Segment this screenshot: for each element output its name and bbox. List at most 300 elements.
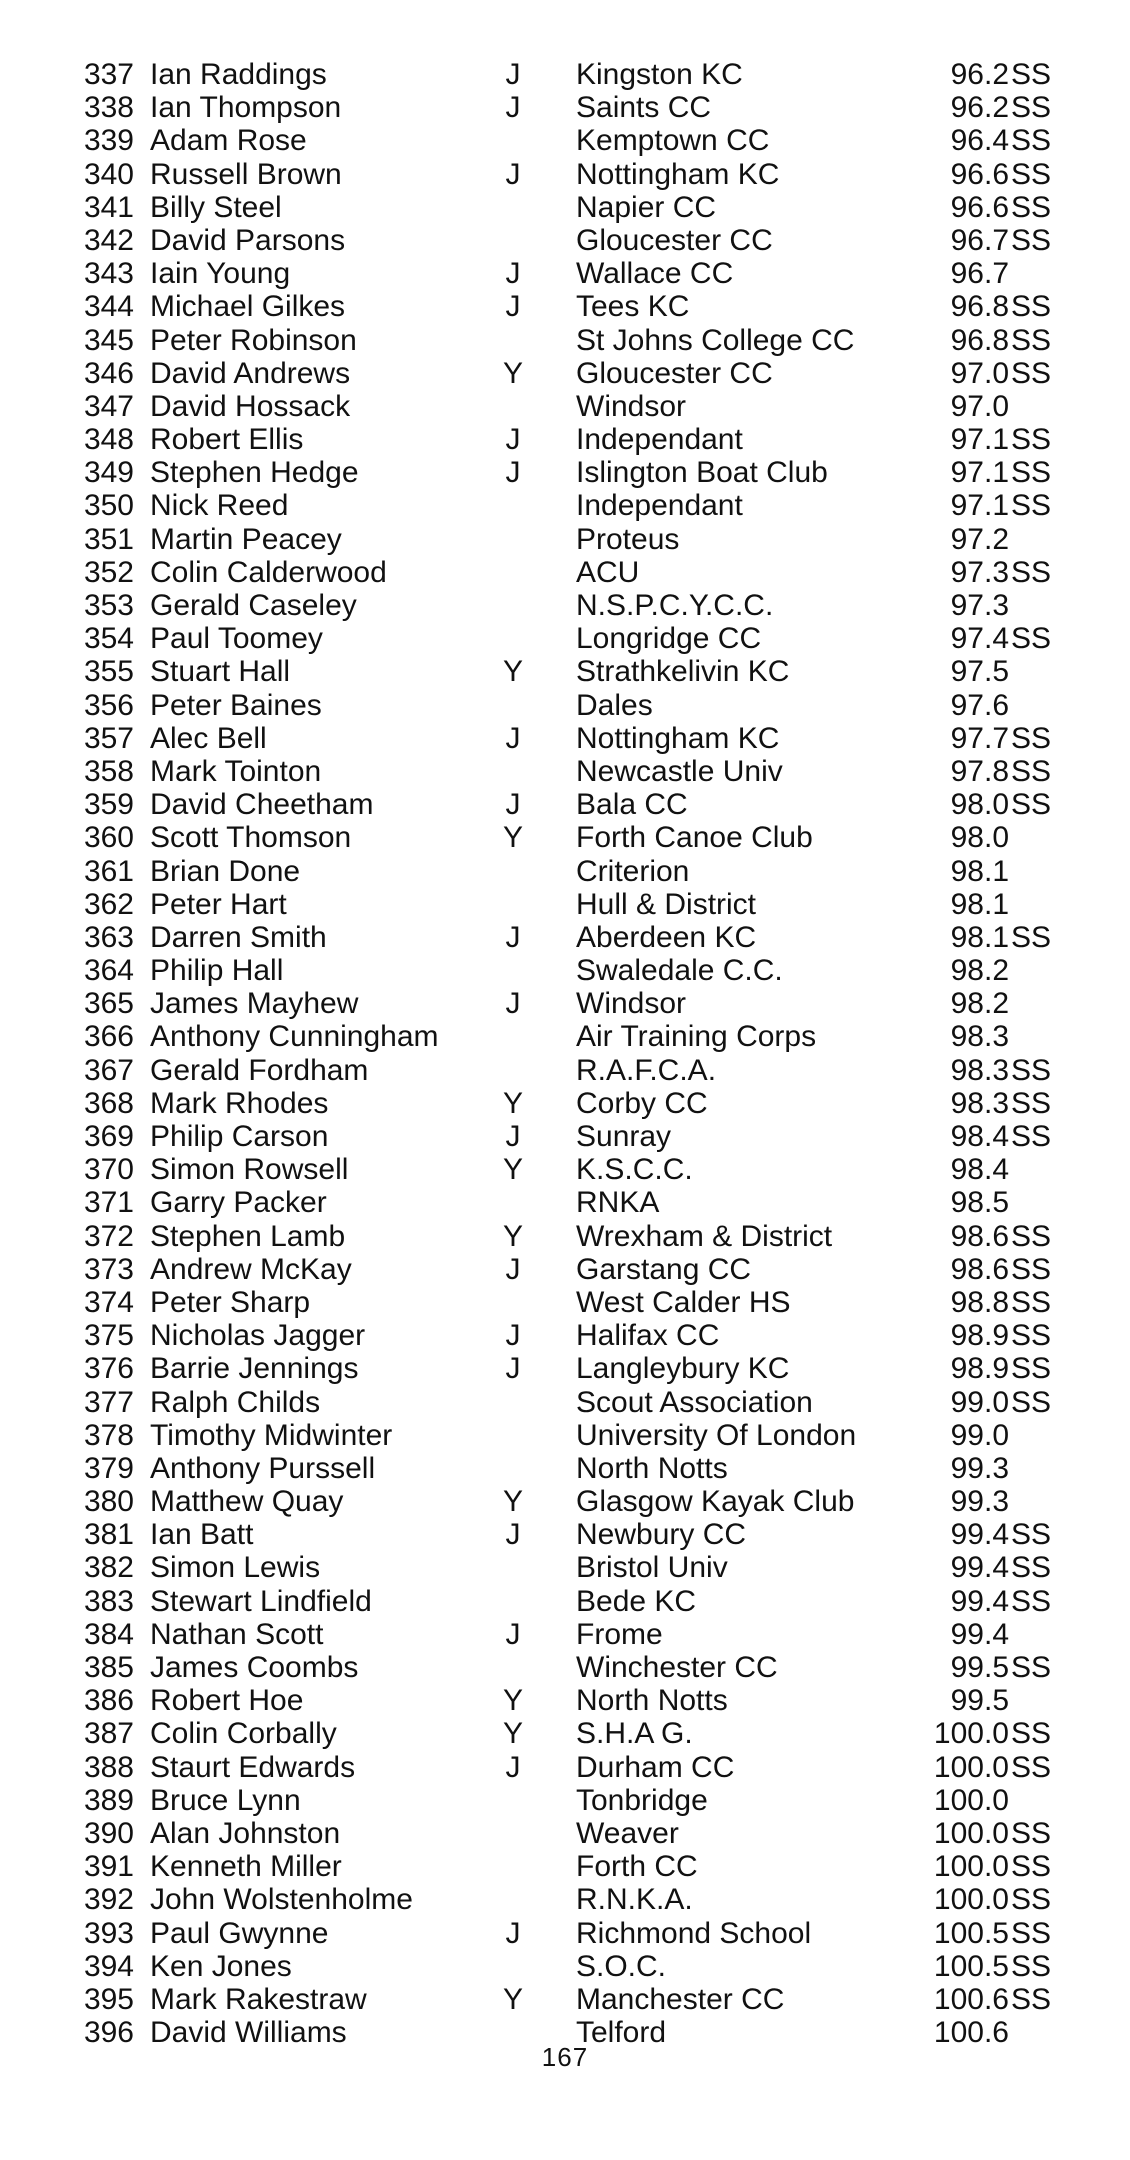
position-number: 342 — [83, 223, 134, 257]
result-time: 98.4 — [950, 1153, 1009, 1187]
result-row — [0, 788, 1130, 821]
result-row — [0, 1817, 1130, 1850]
competitor-name: Philip Hall — [150, 954, 284, 988]
club-name: Newcastle Univ — [576, 754, 783, 788]
position-number: 366 — [83, 1020, 134, 1054]
result-note: SS — [1011, 1219, 1052, 1253]
club-name: RNKA — [576, 1186, 660, 1220]
club-name: Wrexham & District — [576, 1219, 833, 1253]
competitor-name: David Hossack — [150, 389, 351, 423]
result-note: SS — [1011, 489, 1052, 523]
result-time: 98.3 — [950, 1086, 1009, 1120]
club-name: R.N.K.A. — [576, 1883, 693, 1917]
result-row — [0, 1983, 1130, 2016]
position-number: 389 — [83, 1783, 134, 1817]
position-number: 392 — [83, 1883, 134, 1917]
position-number: 351 — [83, 522, 134, 556]
result-row — [0, 1485, 1130, 1518]
position-number: 363 — [83, 920, 134, 954]
position-number: 393 — [83, 1916, 134, 1950]
position-number: 359 — [83, 788, 134, 822]
result-note: SS — [1011, 223, 1052, 257]
position-number: 343 — [83, 257, 134, 291]
result-time: 96.6 — [950, 190, 1009, 224]
club-name: Tonbridge — [576, 1783, 708, 1817]
position-number: 387 — [83, 1717, 134, 1751]
result-row — [0, 755, 1130, 788]
age-category: Y — [502, 1684, 523, 1718]
club-name: S.O.C. — [576, 1949, 667, 1983]
position-number: 339 — [83, 124, 134, 158]
result-row — [0, 1950, 1130, 1983]
result-row — [0, 556, 1130, 589]
club-name: Aberdeen KC — [576, 920, 757, 954]
competitor-name: Alan Johnston — [150, 1816, 341, 1850]
position-number: 357 — [83, 721, 134, 755]
result-time: 96.6 — [950, 157, 1009, 191]
competitor-name: David Andrews — [150, 356, 351, 390]
club-name: Air Training Corps — [576, 1020, 817, 1054]
position-number: 369 — [83, 1120, 134, 1153]
competitor-name: Stephen Hedge — [150, 456, 359, 490]
competitor-name: Colin Corbally — [150, 1717, 337, 1751]
result-time: 98.1 — [950, 920, 1009, 954]
competitor-name: Darren Smith — [150, 920, 327, 954]
club-name: Nottingham KC — [576, 721, 780, 755]
result-time: 96.8 — [950, 323, 1009, 357]
result-time: 98.2 — [950, 987, 1009, 1021]
club-name: Gloucester CC — [576, 356, 773, 390]
result-note: SS — [1011, 1584, 1052, 1618]
result-note: SS — [1011, 1717, 1052, 1751]
result-note: SS — [1011, 1319, 1052, 1353]
position-number: 383 — [83, 1584, 134, 1618]
position-number: 394 — [83, 1949, 134, 1983]
result-time: 99.5 — [950, 1684, 1009, 1718]
club-name: Langleybury KC — [576, 1352, 790, 1386]
club-name: Windsor — [576, 987, 687, 1021]
result-row — [0, 257, 1130, 290]
result-note: SS — [1011, 1982, 1052, 2016]
result-row — [0, 1585, 1130, 1618]
result-note: SS — [1011, 356, 1052, 390]
result-row — [0, 1419, 1130, 1452]
result-row — [0, 1253, 1130, 1286]
result-row — [0, 1452, 1130, 1485]
result-time: 100.0 — [933, 1850, 1009, 1884]
competitor-name: Martin Peacey — [150, 522, 342, 556]
club-name: Windsor — [576, 389, 687, 423]
age-category: J — [505, 290, 521, 324]
result-time: 98.8 — [950, 1285, 1009, 1319]
position-number: 373 — [83, 1252, 134, 1286]
position-number: 374 — [83, 1285, 134, 1319]
club-name: Dales — [576, 688, 653, 722]
result-time: 100.6 — [933, 2016, 1009, 2050]
club-name: Kemptown CC — [576, 124, 770, 158]
age-category: J — [505, 91, 521, 125]
position-number: 395 — [83, 1982, 134, 2016]
result-time: 99.3 — [950, 1451, 1009, 1485]
result-time: 100.5 — [933, 1949, 1009, 1983]
competitor-name: Robert Ellis — [150, 423, 304, 457]
club-name: Sunray — [576, 1120, 672, 1153]
competitor-name: Mark Rakestraw — [150, 1982, 367, 2016]
result-row — [0, 91, 1130, 124]
age-category: J — [505, 1120, 521, 1153]
result-row — [0, 1087, 1130, 1120]
competitor-name: Michael Gilkes — [150, 290, 346, 324]
result-row — [0, 1618, 1130, 1651]
competitor-name: Staurt Edwards — [150, 1750, 356, 1784]
result-row — [0, 390, 1130, 423]
position-number: 361 — [83, 854, 134, 888]
competitor-name: Ian Raddings — [150, 58, 327, 91]
club-name: Hull & District — [576, 887, 757, 921]
result-note: SS — [1011, 157, 1052, 191]
result-note: SS — [1011, 1518, 1052, 1552]
result-row — [0, 489, 1130, 522]
result-row — [0, 1551, 1130, 1584]
age-category: J — [505, 423, 521, 457]
result-note: SS — [1011, 1086, 1052, 1120]
result-time: 97.4 — [950, 622, 1009, 656]
result-time: 99.4 — [950, 1518, 1009, 1552]
age-category: J — [505, 1319, 521, 1353]
result-note: SS — [1011, 1385, 1052, 1419]
result-time: 97.1 — [950, 423, 1009, 457]
competitor-name: Ian Batt — [150, 1518, 254, 1552]
result-time: 98.0 — [950, 788, 1009, 822]
competitor-name: Philip Carson — [150, 1120, 329, 1153]
competitor-name: Robert Hoe — [150, 1684, 304, 1718]
competitor-name: Timothy Midwinter — [150, 1418, 393, 1452]
result-note: SS — [1011, 788, 1052, 822]
competitor-name: Nicholas Jagger — [150, 1319, 366, 1353]
age-category: J — [505, 157, 521, 191]
club-name: Frome — [576, 1617, 663, 1651]
age-category: J — [505, 1916, 521, 1950]
competitor-name: Russell Brown — [150, 157, 342, 191]
result-time: 96.2 — [950, 91, 1009, 125]
result-row — [0, 1850, 1130, 1883]
position-number: 377 — [83, 1385, 134, 1419]
result-note: SS — [1011, 91, 1052, 125]
result-time: 100.6 — [933, 1982, 1009, 2016]
result-note: SS — [1011, 190, 1052, 224]
result-note: SS — [1011, 423, 1052, 457]
competitor-name: Peter Robinson — [150, 323, 357, 357]
competitor-name: Mark Tointon — [150, 754, 322, 788]
result-time: 98.2 — [950, 954, 1009, 988]
result-time: 98.6 — [950, 1219, 1009, 1253]
club-name: West Calder HS — [576, 1285, 791, 1319]
club-name: Newbury CC — [576, 1518, 747, 1552]
club-name: Corby CC — [576, 1086, 708, 1120]
position-number: 348 — [83, 423, 134, 457]
club-name: North Notts — [576, 1684, 728, 1718]
result-note: SS — [1011, 1750, 1052, 1784]
result-time: 96.8 — [950, 290, 1009, 324]
competitor-name: Matthew Quay — [150, 1485, 344, 1519]
result-time: 100.0 — [933, 1717, 1009, 1751]
position-number: 375 — [83, 1319, 134, 1353]
competitor-name: Mark Rhodes — [150, 1086, 329, 1120]
result-time: 97.5 — [950, 655, 1009, 689]
competitor-name: Colin Calderwood — [150, 555, 387, 589]
position-number: 364 — [83, 954, 134, 988]
result-row — [0, 987, 1130, 1020]
position-number: 384 — [83, 1617, 134, 1651]
competitor-name: Bruce Lynn — [150, 1783, 301, 1817]
result-row — [0, 523, 1130, 556]
competitor-name: Gerald Fordham — [150, 1053, 369, 1087]
result-time: 100.0 — [933, 1883, 1009, 1917]
position-number: 372 — [83, 1219, 134, 1253]
result-time: 98.6 — [950, 1252, 1009, 1286]
position-number: 337 — [83, 58, 134, 91]
result-time: 98.9 — [950, 1319, 1009, 1353]
position-number: 356 — [83, 688, 134, 722]
result-note: SS — [1011, 290, 1052, 324]
club-name: Halifax CC — [576, 1319, 720, 1353]
result-time: 97.1 — [950, 456, 1009, 490]
position-number: 345 — [83, 323, 134, 357]
result-note: SS — [1011, 124, 1052, 158]
club-name: Bala CC — [576, 788, 688, 822]
club-name: K.S.C.C. — [576, 1153, 693, 1187]
result-row — [0, 1020, 1130, 1053]
result-row — [0, 290, 1130, 323]
result-time: 98.1 — [950, 887, 1009, 921]
result-row — [0, 1651, 1130, 1684]
result-time: 100.0 — [933, 1750, 1009, 1784]
competitor-name: Anthony Cunningham — [150, 1020, 439, 1054]
club-name: Forth Canoe Club — [576, 821, 813, 855]
club-name: Winchester CC — [576, 1651, 778, 1684]
result-row — [0, 158, 1130, 191]
competitor-name: Billy Steel — [150, 190, 282, 224]
position-number: 347 — [83, 389, 134, 423]
result-row — [0, 689, 1130, 722]
club-name: Durham CC — [576, 1750, 735, 1784]
competitor-name: Ralph Childs — [150, 1385, 321, 1419]
club-name: Criterion — [576, 854, 690, 888]
result-row — [0, 58, 1130, 91]
club-name: Garstang CC — [576, 1252, 752, 1286]
competitor-name: Andrew McKay — [150, 1252, 352, 1286]
club-name: Kingston KC — [576, 58, 743, 91]
result-row — [0, 1751, 1130, 1784]
position-number: 386 — [83, 1684, 134, 1718]
club-name: Bede KC — [576, 1584, 697, 1618]
club-name: Napier CC — [576, 190, 717, 224]
age-category: Y — [502, 1219, 523, 1253]
competitor-name: Ken Jones — [150, 1949, 292, 1983]
result-note: SS — [1011, 1120, 1052, 1153]
competitor-name: Anthony Purssell — [150, 1451, 376, 1485]
competitor-name: David Parsons — [150, 223, 346, 257]
competitor-name: Peter Hart — [150, 887, 287, 921]
result-time: 96.4 — [950, 124, 1009, 158]
result-note: SS — [1011, 1883, 1052, 1917]
position-number: 340 — [83, 157, 134, 191]
competitor-name: Garry Packer — [150, 1186, 327, 1220]
result-time: 100.0 — [933, 1783, 1009, 1817]
result-time: 97.6 — [950, 688, 1009, 722]
result-row — [0, 1220, 1130, 1253]
position-number: 396 — [83, 2016, 134, 2050]
result-note: SS — [1011, 1551, 1052, 1585]
club-name: Swaledale C.C. — [576, 954, 783, 988]
page-number: 167 — [541, 2042, 589, 2072]
age-category: J — [505, 1352, 521, 1386]
position-number: 382 — [83, 1551, 134, 1585]
result-row — [0, 655, 1130, 688]
result-time: 97.2 — [950, 522, 1009, 556]
competitor-name: Simon Rowsell — [150, 1153, 349, 1187]
age-category: Y — [502, 1717, 523, 1751]
result-time: 100.5 — [933, 1916, 1009, 1950]
position-number: 358 — [83, 754, 134, 788]
competitor-name: Nathan Scott — [150, 1617, 324, 1651]
club-name: Weaver — [576, 1816, 679, 1850]
position-number: 367 — [83, 1053, 134, 1087]
result-time: 97.8 — [950, 754, 1009, 788]
result-note: SS — [1011, 754, 1052, 788]
result-note: SS — [1011, 555, 1052, 589]
result-note: SS — [1011, 1053, 1052, 1087]
result-row — [0, 1386, 1130, 1419]
club-name: University Of London — [576, 1418, 857, 1452]
competitor-name: Simon Lewis — [150, 1551, 321, 1585]
result-row — [0, 1153, 1130, 1186]
position-number: 380 — [83, 1485, 134, 1519]
result-time: 99.5 — [950, 1651, 1009, 1684]
competitor-name: Iain Young — [150, 257, 291, 291]
age-category: Y — [502, 356, 523, 390]
age-category: J — [505, 58, 521, 91]
result-time: 99.4 — [950, 1551, 1009, 1585]
result-note: SS — [1011, 1651, 1052, 1684]
club-name: Proteus — [576, 522, 680, 556]
club-name: R.A.F.C.A. — [576, 1053, 717, 1087]
club-name: Saints CC — [576, 91, 712, 125]
age-category: J — [505, 456, 521, 490]
position-number: 346 — [83, 356, 134, 390]
position-number: 368 — [83, 1086, 134, 1120]
club-name: S.H.A G. — [576, 1717, 693, 1751]
result-note: SS — [1011, 58, 1052, 91]
results-list — [0, 58, 1130, 2049]
position-number: 371 — [83, 1186, 134, 1220]
result-row — [0, 423, 1130, 456]
age-category: J — [505, 920, 521, 954]
result-row — [0, 1883, 1130, 1916]
result-row — [0, 1917, 1130, 1950]
club-name: Richmond School — [576, 1916, 812, 1950]
position-number: 378 — [83, 1418, 134, 1452]
club-name: Scout Association — [576, 1385, 813, 1419]
age-category: J — [505, 1617, 521, 1651]
age-category: J — [505, 1252, 521, 1286]
competitor-name: Nick Reed — [150, 489, 289, 523]
result-time: 97.1 — [950, 489, 1009, 523]
competitor-name: Gerald Caseley — [150, 589, 357, 622]
club-name: North Notts — [576, 1451, 728, 1485]
result-time: 97.7 — [950, 721, 1009, 755]
result-time: 98.1 — [950, 854, 1009, 888]
club-name: Wallace CC — [576, 257, 734, 291]
age-category: Y — [502, 1485, 523, 1519]
club-name: Strathkelivin KC — [576, 655, 790, 689]
result-time: 97.0 — [950, 356, 1009, 390]
result-time: 100.0 — [933, 1816, 1009, 1850]
result-note: SS — [1011, 323, 1052, 357]
result-time: 96.7 — [950, 257, 1009, 291]
result-time: 98.0 — [950, 821, 1009, 855]
competitor-name: Stephen Lamb — [150, 1219, 346, 1253]
club-name: Forth CC — [576, 1850, 698, 1884]
result-note: SS — [1011, 1285, 1052, 1319]
result-note: SS — [1011, 456, 1052, 490]
club-name: ACU — [576, 555, 640, 589]
position-number: 349 — [83, 456, 134, 490]
result-note: SS — [1011, 1816, 1052, 1850]
club-name: St Johns College CC — [576, 323, 855, 357]
club-name: N.S.P.C.Y.C.C. — [576, 589, 774, 622]
result-row — [0, 191, 1130, 224]
club-name: Tees KC — [576, 290, 690, 324]
club-name: Bristol Univ — [576, 1551, 728, 1585]
result-row — [0, 1286, 1130, 1319]
result-note: SS — [1011, 920, 1052, 954]
result-note: SS — [1011, 622, 1052, 656]
result-time: 98.9 — [950, 1352, 1009, 1386]
position-number: 379 — [83, 1451, 134, 1485]
result-row — [0, 1054, 1130, 1087]
age-category: J — [505, 257, 521, 291]
result-time: 97.3 — [950, 555, 1009, 589]
competitor-name: Scott Thomson — [150, 821, 352, 855]
position-number: 391 — [83, 1850, 134, 1884]
age-category: J — [505, 987, 521, 1021]
position-number: 353 — [83, 589, 134, 622]
competitor-name: John Wolstenholme — [150, 1883, 413, 1917]
result-row — [0, 821, 1130, 854]
result-row — [0, 1717, 1130, 1750]
result-row — [0, 456, 1130, 489]
club-name: Islington Boat Club — [576, 456, 828, 490]
result-row — [0, 1352, 1130, 1385]
position-number: 350 — [83, 489, 134, 523]
position-number: 365 — [83, 987, 134, 1021]
result-row — [0, 357, 1130, 390]
result-time: 99.4 — [950, 1584, 1009, 1618]
result-time: 99.0 — [950, 1418, 1009, 1452]
result-note: SS — [1011, 1252, 1052, 1286]
result-row — [0, 1120, 1130, 1153]
age-category: Y — [502, 655, 523, 689]
competitor-name: Barrie Jennings — [150, 1352, 359, 1386]
competitor-name: Ian Thompson — [150, 91, 342, 125]
club-name: Independant — [576, 489, 743, 523]
age-category: Y — [502, 1982, 523, 2016]
age-category: J — [505, 1518, 521, 1552]
result-note: SS — [1011, 1850, 1052, 1884]
position-number: 360 — [83, 821, 134, 855]
position-number: 388 — [83, 1750, 134, 1784]
